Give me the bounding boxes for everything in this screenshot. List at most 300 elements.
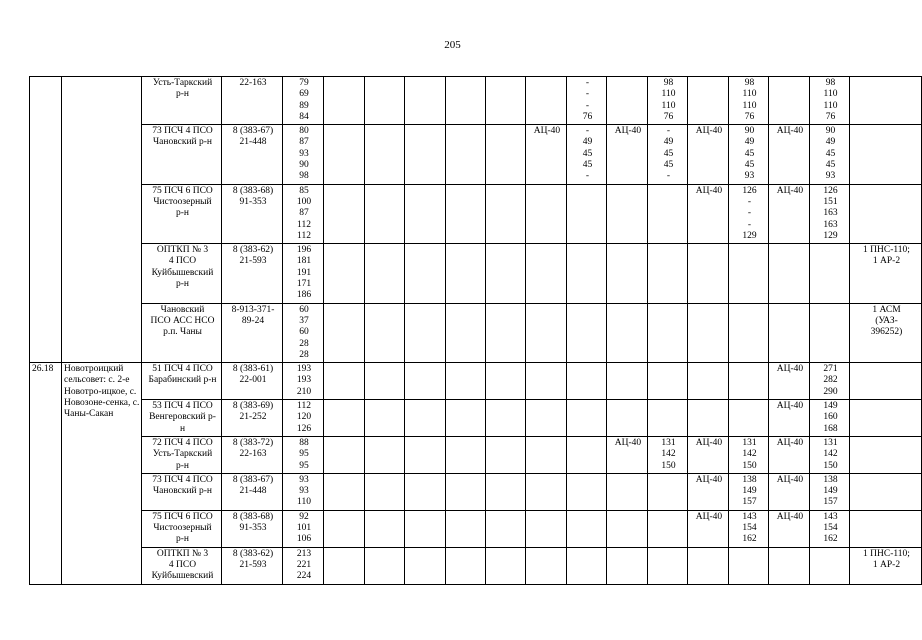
cell-line: 1 ПНС-110; <box>863 548 910 559</box>
cell-line: 53 ПСЧ 4 ПСО <box>152 401 213 412</box>
c5-cell <box>324 184 365 244</box>
cell-line: 271 <box>823 364 838 375</box>
cell-line: 1 АСМ <box>872 304 901 315</box>
cell-line: 110 <box>823 89 838 100</box>
c12-cell <box>607 77 648 125</box>
cell-line: - <box>666 171 671 182</box>
cell-line: - <box>585 89 590 100</box>
c7-cell <box>405 473 446 510</box>
cell-line: 110 <box>661 100 676 111</box>
c8-cell <box>446 303 486 363</box>
cell-line: 224 <box>296 571 312 582</box>
c7-cell <box>405 436 446 473</box>
cell-line: 75 ПСЧ 6 ПСО <box>152 185 213 196</box>
c18-cell <box>850 184 922 244</box>
unit-cell <box>142 77 222 125</box>
c6-cell <box>365 400 405 437</box>
cell-line: Венгеровский р- <box>149 412 216 423</box>
cell-line: 157 <box>823 497 838 508</box>
c18-cell <box>850 436 922 473</box>
table-row <box>30 125 922 185</box>
cell-line: 290 <box>823 386 838 397</box>
c5-cell <box>324 125 365 185</box>
cell-line: 22-163 <box>239 449 267 460</box>
cell-line: АЦ-40 <box>695 126 723 137</box>
cell-line: 126 <box>823 185 838 196</box>
phone-cell <box>222 363 283 400</box>
c14-cell <box>688 547 729 584</box>
c15-cell <box>729 473 769 510</box>
cell-line: 79 <box>299 78 309 88</box>
cell-line: 87 <box>299 208 309 219</box>
cell-line: - <box>666 126 671 137</box>
c9-cell <box>486 400 526 437</box>
c18-cell <box>850 510 922 547</box>
cell-line: 213 <box>296 548 312 559</box>
c5-cell <box>324 363 365 400</box>
c16-cell <box>769 303 810 363</box>
cell-line: 151 <box>823 196 838 207</box>
c15-cell <box>729 77 769 125</box>
c15-cell <box>729 436 769 473</box>
table-row <box>30 510 922 547</box>
cell-line: 45 <box>663 148 674 159</box>
cell-line: р-н <box>176 534 189 545</box>
c15-cell <box>729 547 769 584</box>
c17-cell <box>810 473 850 510</box>
cell-line: Усть-Таркский <box>152 78 213 88</box>
c7-cell <box>405 363 446 400</box>
cell-line: 72 ПСЧ 4 ПСО <box>152 437 213 448</box>
cell-line: АЦ-40 <box>533 126 561 137</box>
unit-cell <box>142 400 222 437</box>
cell-line: АЦ-40 <box>776 126 804 137</box>
c14-cell <box>688 400 729 437</box>
c13-cell <box>648 244 688 304</box>
c16-cell <box>769 547 810 584</box>
phone-cell <box>222 436 283 473</box>
cell-line: 93 <box>825 171 836 182</box>
cell-line: - <box>747 196 752 207</box>
cell-line: 131 <box>661 437 676 448</box>
cell-line: 76 <box>582 111 593 122</box>
c11-cell <box>567 303 607 363</box>
c8-cell <box>446 363 486 400</box>
c10-cell <box>526 547 567 584</box>
dist-cell <box>283 184 324 244</box>
cell-line: 112 <box>297 401 311 412</box>
c5-cell <box>324 473 365 510</box>
phone-cell <box>222 400 283 437</box>
c7-cell <box>405 77 446 125</box>
c12-cell <box>607 244 648 304</box>
c14-cell <box>688 303 729 363</box>
cell-line: 8 (383-68) <box>232 185 274 196</box>
cell-line: - <box>747 219 752 230</box>
c17-cell <box>810 77 850 125</box>
c15-cell <box>729 125 769 185</box>
cell-line: р-н <box>176 279 189 290</box>
c9-cell <box>486 184 526 244</box>
cell-line: АЦ-40 <box>614 437 642 448</box>
c10-cell <box>526 363 567 400</box>
cell-line: Чановский <box>160 304 205 315</box>
cell-line: 143 <box>742 511 757 522</box>
cell-line: 163 <box>823 208 838 219</box>
cell-line: 160 <box>823 412 838 423</box>
cell-line: 22-001 <box>239 375 267 386</box>
cell-line: 89-24 <box>241 315 265 326</box>
cell-line: 8 (383-67) <box>232 474 274 485</box>
dist-cell <box>283 363 324 400</box>
cell-line: 282 <box>823 375 838 386</box>
unit-cell <box>142 547 222 584</box>
cell-line: - <box>585 171 590 182</box>
cell-line: 110 <box>742 100 757 111</box>
cell-line: 8 (383-69) <box>232 401 274 412</box>
c14-cell <box>688 125 729 185</box>
cell-line: 110 <box>661 89 676 100</box>
cell-line: 149 <box>823 486 838 497</box>
cell-line: 73 ПСЧ 4 ПСО <box>152 474 213 485</box>
cell-line: 396252) <box>870 327 903 338</box>
c10-cell <box>526 184 567 244</box>
c16-cell <box>769 400 810 437</box>
c17-cell <box>810 436 850 473</box>
c8-cell <box>446 244 486 304</box>
c14-cell <box>688 473 729 510</box>
cell-line: 80 <box>299 126 309 137</box>
cell-line: - <box>747 208 752 219</box>
c6-cell <box>365 303 405 363</box>
c10-cell <box>526 400 567 437</box>
cell-line: 131 <box>823 437 838 448</box>
cell-line: 193 <box>296 375 312 386</box>
cell-line: 149 <box>823 401 838 412</box>
cell-line: Чановский р-н <box>152 486 213 497</box>
cell-line: - <box>585 100 590 111</box>
settlement-cell: Новотроицкий сельсовет: с. 2-е Новотро-ицкое, с. Новозоне-сенка, с. Чаны-Сакан <box>62 363 142 584</box>
cell-line: АЦ-40 <box>614 126 642 137</box>
c14-cell <box>688 184 729 244</box>
c10-cell <box>526 303 567 363</box>
cell-line: Барабинский р-н <box>148 375 217 386</box>
c11-cell <box>567 244 607 304</box>
cell-line: 100 <box>296 196 312 207</box>
cell-line: 49 <box>744 137 755 148</box>
cell-line: 49 <box>825 137 836 148</box>
c12-cell <box>607 125 648 185</box>
cell-line: 150 <box>661 460 676 471</box>
table-row <box>30 244 922 304</box>
cell-line: 1 ПНС-110; <box>863 245 910 256</box>
c6-cell <box>365 244 405 304</box>
c6-cell <box>365 77 405 125</box>
c10-cell <box>526 77 567 125</box>
c11-cell <box>567 436 607 473</box>
cell-line: 138 <box>742 474 757 485</box>
c8-cell <box>446 77 486 125</box>
c12-cell <box>607 400 648 437</box>
cell-line: 181 <box>296 256 312 267</box>
c12-cell <box>607 363 648 400</box>
c18-cell <box>850 363 922 400</box>
fire-units-table <box>29 76 922 585</box>
unit-cell <box>142 244 222 304</box>
cell-line: 4 ПСО <box>168 256 197 267</box>
c12-cell <box>607 184 648 244</box>
table-row <box>30 400 922 437</box>
cell-line: 110 <box>742 89 757 100</box>
cell-line: 221 <box>296 559 312 570</box>
table-row <box>30 473 922 510</box>
cell-line: р.п. Чаны <box>163 327 202 338</box>
c7-cell <box>405 400 446 437</box>
cell-line: Куйбышевский <box>151 571 214 582</box>
cell-line: 51 ПСЧ 4 ПСО <box>152 364 213 375</box>
cell-line: 60 <box>299 327 309 338</box>
cell-line: 8-913-371- <box>231 304 275 315</box>
c15-cell <box>729 244 769 304</box>
cell-line: 168 <box>823 423 838 434</box>
cell-line: р-н <box>176 208 189 219</box>
c5-cell <box>324 400 365 437</box>
cell-line: 93 <box>299 148 309 159</box>
dist-cell <box>283 303 324 363</box>
c6-cell <box>365 184 405 244</box>
c13-cell <box>648 547 688 584</box>
settlement-cell <box>62 77 142 363</box>
unit-cell <box>142 184 222 244</box>
cell-line: р-н <box>176 460 189 471</box>
row-number-cell <box>30 77 62 363</box>
cell-line: 154 <box>742 523 757 534</box>
c12-cell <box>607 436 648 473</box>
c17-cell <box>810 510 850 547</box>
cell-line: 93 <box>299 474 309 485</box>
cell-line: 21-593 <box>239 256 267 267</box>
c8-cell <box>446 547 486 584</box>
c13-cell <box>648 363 688 400</box>
c8-cell <box>446 510 486 547</box>
c11-cell <box>567 125 607 185</box>
cell-line: 88 <box>299 437 309 448</box>
cell-line: Куйбышевский <box>151 267 214 278</box>
c15-cell <box>729 510 769 547</box>
cell-line: 87 <box>299 137 309 148</box>
cell-line: АЦ-40 <box>776 185 804 196</box>
c7-cell <box>405 547 446 584</box>
cell-line: 90 <box>744 126 755 137</box>
cell-line: 89 <box>299 100 309 111</box>
cell-line: - <box>585 78 590 88</box>
cell-line: 95 <box>299 460 309 471</box>
c9-cell <box>486 363 526 400</box>
c17-cell <box>810 303 850 363</box>
c10-cell <box>526 510 567 547</box>
phone-cell <box>222 547 283 584</box>
c16-cell <box>769 125 810 185</box>
c16-cell <box>769 363 810 400</box>
cell-line: 93 <box>744 171 755 182</box>
c16-cell <box>769 184 810 244</box>
cell-line: Чановский р-н <box>152 137 213 148</box>
phone-cell <box>222 473 283 510</box>
unit-cell <box>142 125 222 185</box>
cell-line: 193 <box>296 364 312 375</box>
c15-cell <box>729 303 769 363</box>
cell-line: 73 ПСЧ 4 ПСО <box>152 126 213 137</box>
c5-cell <box>324 77 365 125</box>
c12-cell <box>607 547 648 584</box>
c9-cell <box>486 125 526 185</box>
cell-line: 45 <box>582 148 593 159</box>
c7-cell <box>405 184 446 244</box>
cell-line: 69 <box>299 89 309 100</box>
phone-cell <box>222 184 283 244</box>
c13-cell <box>648 510 688 547</box>
cell-line: 45 <box>825 160 836 171</box>
c16-cell <box>769 436 810 473</box>
cell-line: р-н <box>176 89 189 100</box>
cell-line: 150 <box>742 460 757 471</box>
cell-line: 90 <box>825 126 836 137</box>
dist-cell <box>283 125 324 185</box>
cell-line: АЦ-40 <box>776 437 804 448</box>
cell-line: 106 <box>296 534 312 545</box>
cell-line: 210 <box>296 386 312 397</box>
c11-cell <box>567 184 607 244</box>
cell-line: 150 <box>823 460 838 471</box>
table-row <box>30 363 922 400</box>
c18-cell <box>850 400 922 437</box>
c18-cell <box>850 244 922 304</box>
cell-line: АЦ-40 <box>695 511 723 522</box>
c17-cell <box>810 547 850 584</box>
c11-cell <box>567 363 607 400</box>
cell-line: 84 <box>299 111 309 122</box>
dist-cell <box>283 436 324 473</box>
phone-cell <box>222 77 283 125</box>
c9-cell <box>486 436 526 473</box>
c16-cell <box>769 510 810 547</box>
cell-line: 49 <box>663 137 674 148</box>
unit-cell <box>142 510 222 547</box>
cell-line: Чистоозерный <box>153 196 212 207</box>
c13-cell <box>648 125 688 185</box>
phone-cell <box>222 510 283 547</box>
cell-line: 45 <box>744 160 755 171</box>
table-row <box>30 303 922 363</box>
page-number: 205 <box>444 39 461 51</box>
cell-line: ПСО АСС НСО <box>150 315 215 326</box>
cell-line: 21-252 <box>239 412 267 423</box>
cell-line: 21-593 <box>239 559 267 570</box>
c15-cell <box>729 400 769 437</box>
cell-line: 8 (383-61) <box>232 364 274 375</box>
c13-cell <box>648 400 688 437</box>
cell-line: 91-353 <box>239 196 267 207</box>
c6-cell <box>365 436 405 473</box>
cell-line: 21-448 <box>239 137 267 148</box>
c11-cell <box>567 547 607 584</box>
c6-cell <box>365 125 405 185</box>
cell-line: 45 <box>582 160 593 171</box>
c18-cell <box>850 473 922 510</box>
cell-line: 98 <box>663 78 674 88</box>
cell-line: 85 <box>299 185 309 196</box>
cell-line: 92 <box>299 511 309 522</box>
cell-line: ОПТКП № 3 <box>156 245 209 256</box>
cell-line: 8 (383-62) <box>232 245 274 256</box>
cell-line: 129 <box>742 230 757 241</box>
c17-cell <box>810 400 850 437</box>
c6-cell <box>365 363 405 400</box>
dist-cell <box>283 400 324 437</box>
c8-cell <box>446 473 486 510</box>
table-row <box>30 547 922 584</box>
cell-line: 101 <box>296 523 312 534</box>
cell-line: н <box>179 423 186 434</box>
c8-cell <box>446 125 486 185</box>
c11-cell <box>567 77 607 125</box>
cell-line: 98 <box>744 78 755 88</box>
c14-cell <box>688 244 729 304</box>
cell-line: 126 <box>296 423 312 434</box>
c9-cell <box>486 77 526 125</box>
cell-line: 1 АР-2 <box>872 559 901 570</box>
c11-cell <box>567 473 607 510</box>
c11-cell <box>567 510 607 547</box>
cell-line: ОПТКП № 3 <box>156 548 209 559</box>
unit-cell <box>142 303 222 363</box>
table-row <box>30 436 922 473</box>
cell-line: 131 <box>742 437 757 448</box>
c18-cell <box>850 547 922 584</box>
cell-line: 162 <box>742 534 757 545</box>
cell-line: 8 (383-62) <box>232 548 274 559</box>
c13-cell <box>648 77 688 125</box>
c8-cell <box>446 436 486 473</box>
cell-line: Усть-Таркский <box>152 449 213 460</box>
cell-line: 142 <box>661 449 676 460</box>
phone-cell <box>222 303 283 363</box>
cell-line: 91-353 <box>239 523 267 534</box>
c17-cell <box>810 244 850 304</box>
c6-cell <box>365 510 405 547</box>
c10-cell <box>526 244 567 304</box>
unit-cell <box>142 363 222 400</box>
c13-cell <box>648 184 688 244</box>
cell-line: 129 <box>823 230 838 241</box>
cell-line: 157 <box>742 497 757 508</box>
c7-cell <box>405 303 446 363</box>
c18-cell <box>850 77 922 125</box>
c6-cell <box>365 473 405 510</box>
row-number-cell: 26.18 <box>30 363 62 584</box>
c7-cell <box>405 125 446 185</box>
dist-cell <box>283 547 324 584</box>
c11-cell <box>567 400 607 437</box>
c13-cell <box>648 473 688 510</box>
c7-cell <box>405 244 446 304</box>
c5-cell <box>324 510 365 547</box>
cell-line: 76 <box>663 111 674 122</box>
cell-line: 143 <box>823 511 838 522</box>
cell-line: 142 <box>823 449 838 460</box>
c14-cell <box>688 436 729 473</box>
c13-cell <box>648 436 688 473</box>
